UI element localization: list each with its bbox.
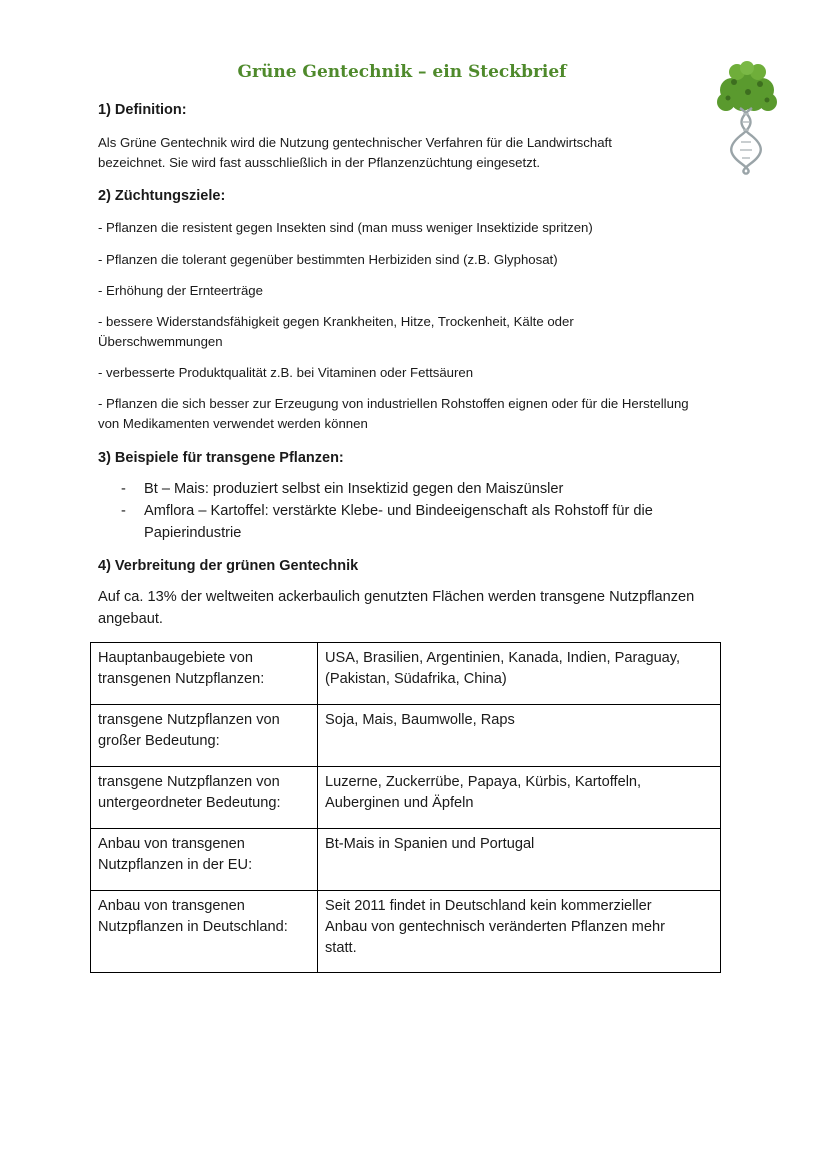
table-row: [91, 829, 721, 891]
table-cell-value: Bt-Mais in Spanien und Portugal: [318, 829, 721, 891]
table-cell-label: transgene Nutzpflanzen von großer Bedeutung:: [91, 705, 318, 767]
definition-line-1: Als Grüne Gentechnik wird die Nutzung gentechnischer Verfahren für die Landwirtschaft: [98, 135, 612, 150]
facts-table: [90, 642, 721, 973]
table-cell-value: Seit 2011 findet in Deutschland kein kommerzieller Anbau von gentechnisch veränderten Pflanzen mehr statt.: [318, 891, 721, 973]
section-heading-goals: 2) Züchtungsziele:: [98, 188, 226, 204]
section-heading-definition: 1) Definition:: [98, 102, 187, 118]
goal-item: - Pflanzen die resistent gegen Insekten sind (man muss weniger Insektizide spritzen): [98, 220, 593, 235]
definition-line-2: bezeichnet. Sie wird fast ausschließlich in der Pflanzenzüchtung eingesetzt.: [98, 155, 541, 170]
list-item: - Amflora – Kartoffel: verstärkte Klebe- und Bindeeigenschaft als Rohstoff für die Papierindustrie: [121, 500, 744, 544]
table-row: [91, 891, 721, 973]
document-body: [98, 100, 730, 630]
table-cell-label: Anbau von transgenen Nutzpflanzen in Deutschland:: [91, 891, 318, 973]
list-item: - Bt – Mais: produziert selbst ein Insektizid gegen den Maiszünsler: [121, 478, 744, 500]
table-cell-label: transgene Nutzpflanzen von untergeordneter Bedeutung:: [91, 767, 318, 829]
bullet-dash: -: [121, 503, 126, 519]
bullet-dash: -: [121, 481, 126, 497]
goals-list: [98, 218, 730, 434]
table-cell-value: Luzerne, Zuckerrübe, Papaya, Kürbis, Kartoffeln, Auberginen und Äpfeln: [318, 767, 721, 829]
table-cell-value: USA, Brasilien, Argentinien, Kanada, Indien, Paraguay, (Pakistan, Südafrika, China): [318, 643, 721, 705]
goal-item: - Pflanzen die sich besser zur Erzeugung von industriellen Rohstoffen eignen oder für die Herstellung von Medikamenten verwendet werden können: [98, 396, 689, 431]
goal-item: - verbesserte Produktqualität z.B. bei Vitaminen oder Fettsäuren: [98, 365, 474, 380]
table-row: [91, 643, 721, 705]
section-heading-examples: 3) Beispiele für transgene Pflanzen:: [98, 450, 344, 466]
dna-strand: [731, 108, 761, 174]
table-cell-label: Anbau von transgenen Nutzpflanzen in der EU:: [91, 829, 318, 891]
spread-line-2: angebaut.: [98, 611, 163, 627]
section-heading-spread: 4) Verbreitung der grünen Gentechnik: [98, 558, 359, 574]
goal-item: - bessere Widerstandsfähigkeit gegen Krankheiten, Hitze, Trockenheit, Kälte oder Überschwemmungen: [98, 314, 574, 349]
goal-item: - Erhöhung der Ernteerträge: [98, 283, 263, 298]
examples-list: [98, 478, 730, 544]
table-cell-label: Hauptanbaugebiete von transgenen Nutzpflanzen:: [91, 643, 318, 705]
goal-item: - Pflanzen die tolerant gegenüber bestimmten Herbiziden sind (z.B. Glyphosat): [98, 252, 558, 267]
page-title: Grüne Gentechnik – ein Steckbrief: [237, 62, 567, 82]
spread-line-1: Auf ca. 13% der weltweiten ackerbaulich genutzten Flächen werden transgene Nutzpflanzen: [98, 589, 695, 605]
table-cell-value: Soja, Mais, Baumwolle, Raps: [318, 705, 721, 767]
table-row: [91, 767, 721, 829]
table-row: [91, 705, 721, 767]
